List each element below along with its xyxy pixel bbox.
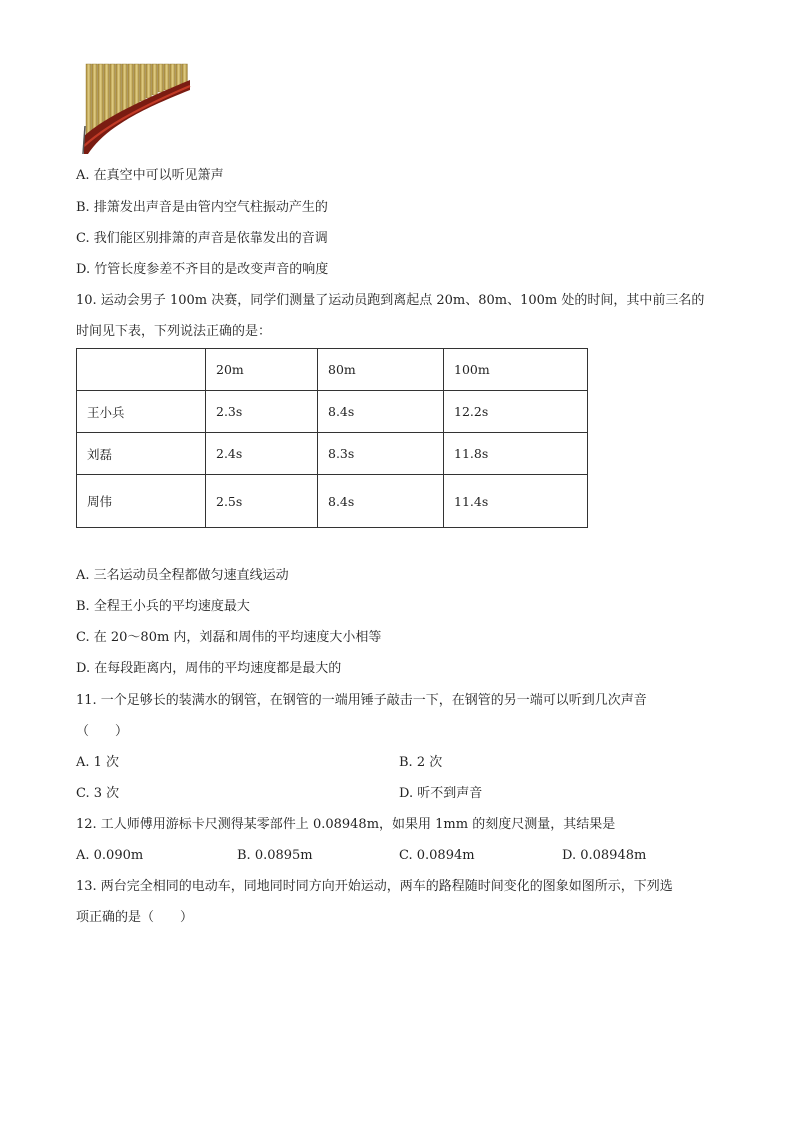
q10-option-a: A. 三名运动员全程都做匀速直线运动 bbox=[76, 568, 289, 583]
table-row bbox=[77, 433, 588, 475]
table-cell: 2.4s bbox=[206, 433, 318, 475]
q11-option-c: C. 3 次 bbox=[76, 786, 120, 801]
table-cell: 2.3s bbox=[206, 391, 318, 433]
table-row bbox=[77, 391, 588, 433]
q12-stem: 12. 工人师傅用游标卡尺测得某零部件上 0.08948m，如果用 1mm 的刻度尺测量，其结果是 bbox=[76, 817, 616, 832]
q10-stem-line2: 时间见下表，下列说法正确的是： bbox=[76, 324, 272, 339]
q10-option-b: B. 全程王小兵的平均速度最大 bbox=[76, 599, 250, 614]
q12-option-d: D. 0.08948m bbox=[562, 848, 647, 863]
table-header-cell bbox=[77, 349, 206, 391]
q12-option-c: C. 0.0894m bbox=[399, 848, 475, 863]
table-header-cell: 80m bbox=[318, 349, 444, 391]
table-header-row bbox=[77, 349, 588, 391]
q12-option-a: A. 0.090m bbox=[76, 848, 144, 863]
table-cell: 王小兵 bbox=[77, 391, 206, 433]
q10-stem-line1: 10. 运动会男子 100m 决赛，同学们测量了运动员跑到离起点 20m、80m、100m 处的时间，其中前三名的 bbox=[76, 293, 705, 308]
q9-option-c: C. 我们能区别排箫的声音是依靠发出的音调 bbox=[76, 231, 328, 246]
q11-stem-line1: 11. 一个足够长的装满水的钢管，在钢管的一端用锤子敲击一下，在钢管的另一端可以听到几次声音 bbox=[76, 693, 647, 708]
q11-option-b: B. 2 次 bbox=[399, 755, 443, 770]
q11-option-a: A. 1 次 bbox=[76, 755, 120, 770]
q9-option-d: D. 竹管长度参差不齐目的是改变声音的响度 bbox=[76, 262, 329, 277]
q11-option-d: D. 听不到声音 bbox=[399, 786, 483, 801]
table-header-cell: 100m bbox=[444, 349, 588, 391]
table-row bbox=[77, 475, 588, 528]
q13-stem-line2: 项正确的是（ ） bbox=[76, 910, 194, 925]
table-cell: 11.4s bbox=[444, 475, 588, 528]
q9-option-b: B. 排箫发出声音是由管内空气柱振动产生的 bbox=[76, 200, 328, 215]
q10-option-c: C. 在 20～80m 内，刘磊和周伟的平均速度大小相等 bbox=[76, 630, 382, 645]
table-cell: 12.2s bbox=[444, 391, 588, 433]
q10-option-d: D. 在每段距离内，周伟的平均速度都是最大的 bbox=[76, 661, 342, 676]
table-header-cell: 20m bbox=[206, 349, 318, 391]
q13-stem-line1: 13. 两台完全相同的电动车，同地同时同方向开始运动，两车的路程随时间变化的图象如图所示，下列选 bbox=[76, 879, 673, 894]
table-cell: 2.5s bbox=[206, 475, 318, 528]
table-cell: 8.4s bbox=[318, 475, 444, 528]
q9-option-a: A. 在真空中可以听见箫声 bbox=[76, 168, 224, 183]
race-times-table bbox=[76, 348, 588, 528]
table-cell: 周伟 bbox=[77, 475, 206, 528]
table-cell: 11.8s bbox=[444, 433, 588, 475]
pan-flute-image bbox=[82, 62, 192, 154]
table-cell: 8.4s bbox=[318, 391, 444, 433]
q11-stem-line2: （ ） bbox=[76, 724, 129, 739]
table-cell: 8.3s bbox=[318, 433, 444, 475]
table-cell: 刘磊 bbox=[77, 433, 206, 475]
q12-option-b: B. 0.0895m bbox=[237, 848, 313, 863]
